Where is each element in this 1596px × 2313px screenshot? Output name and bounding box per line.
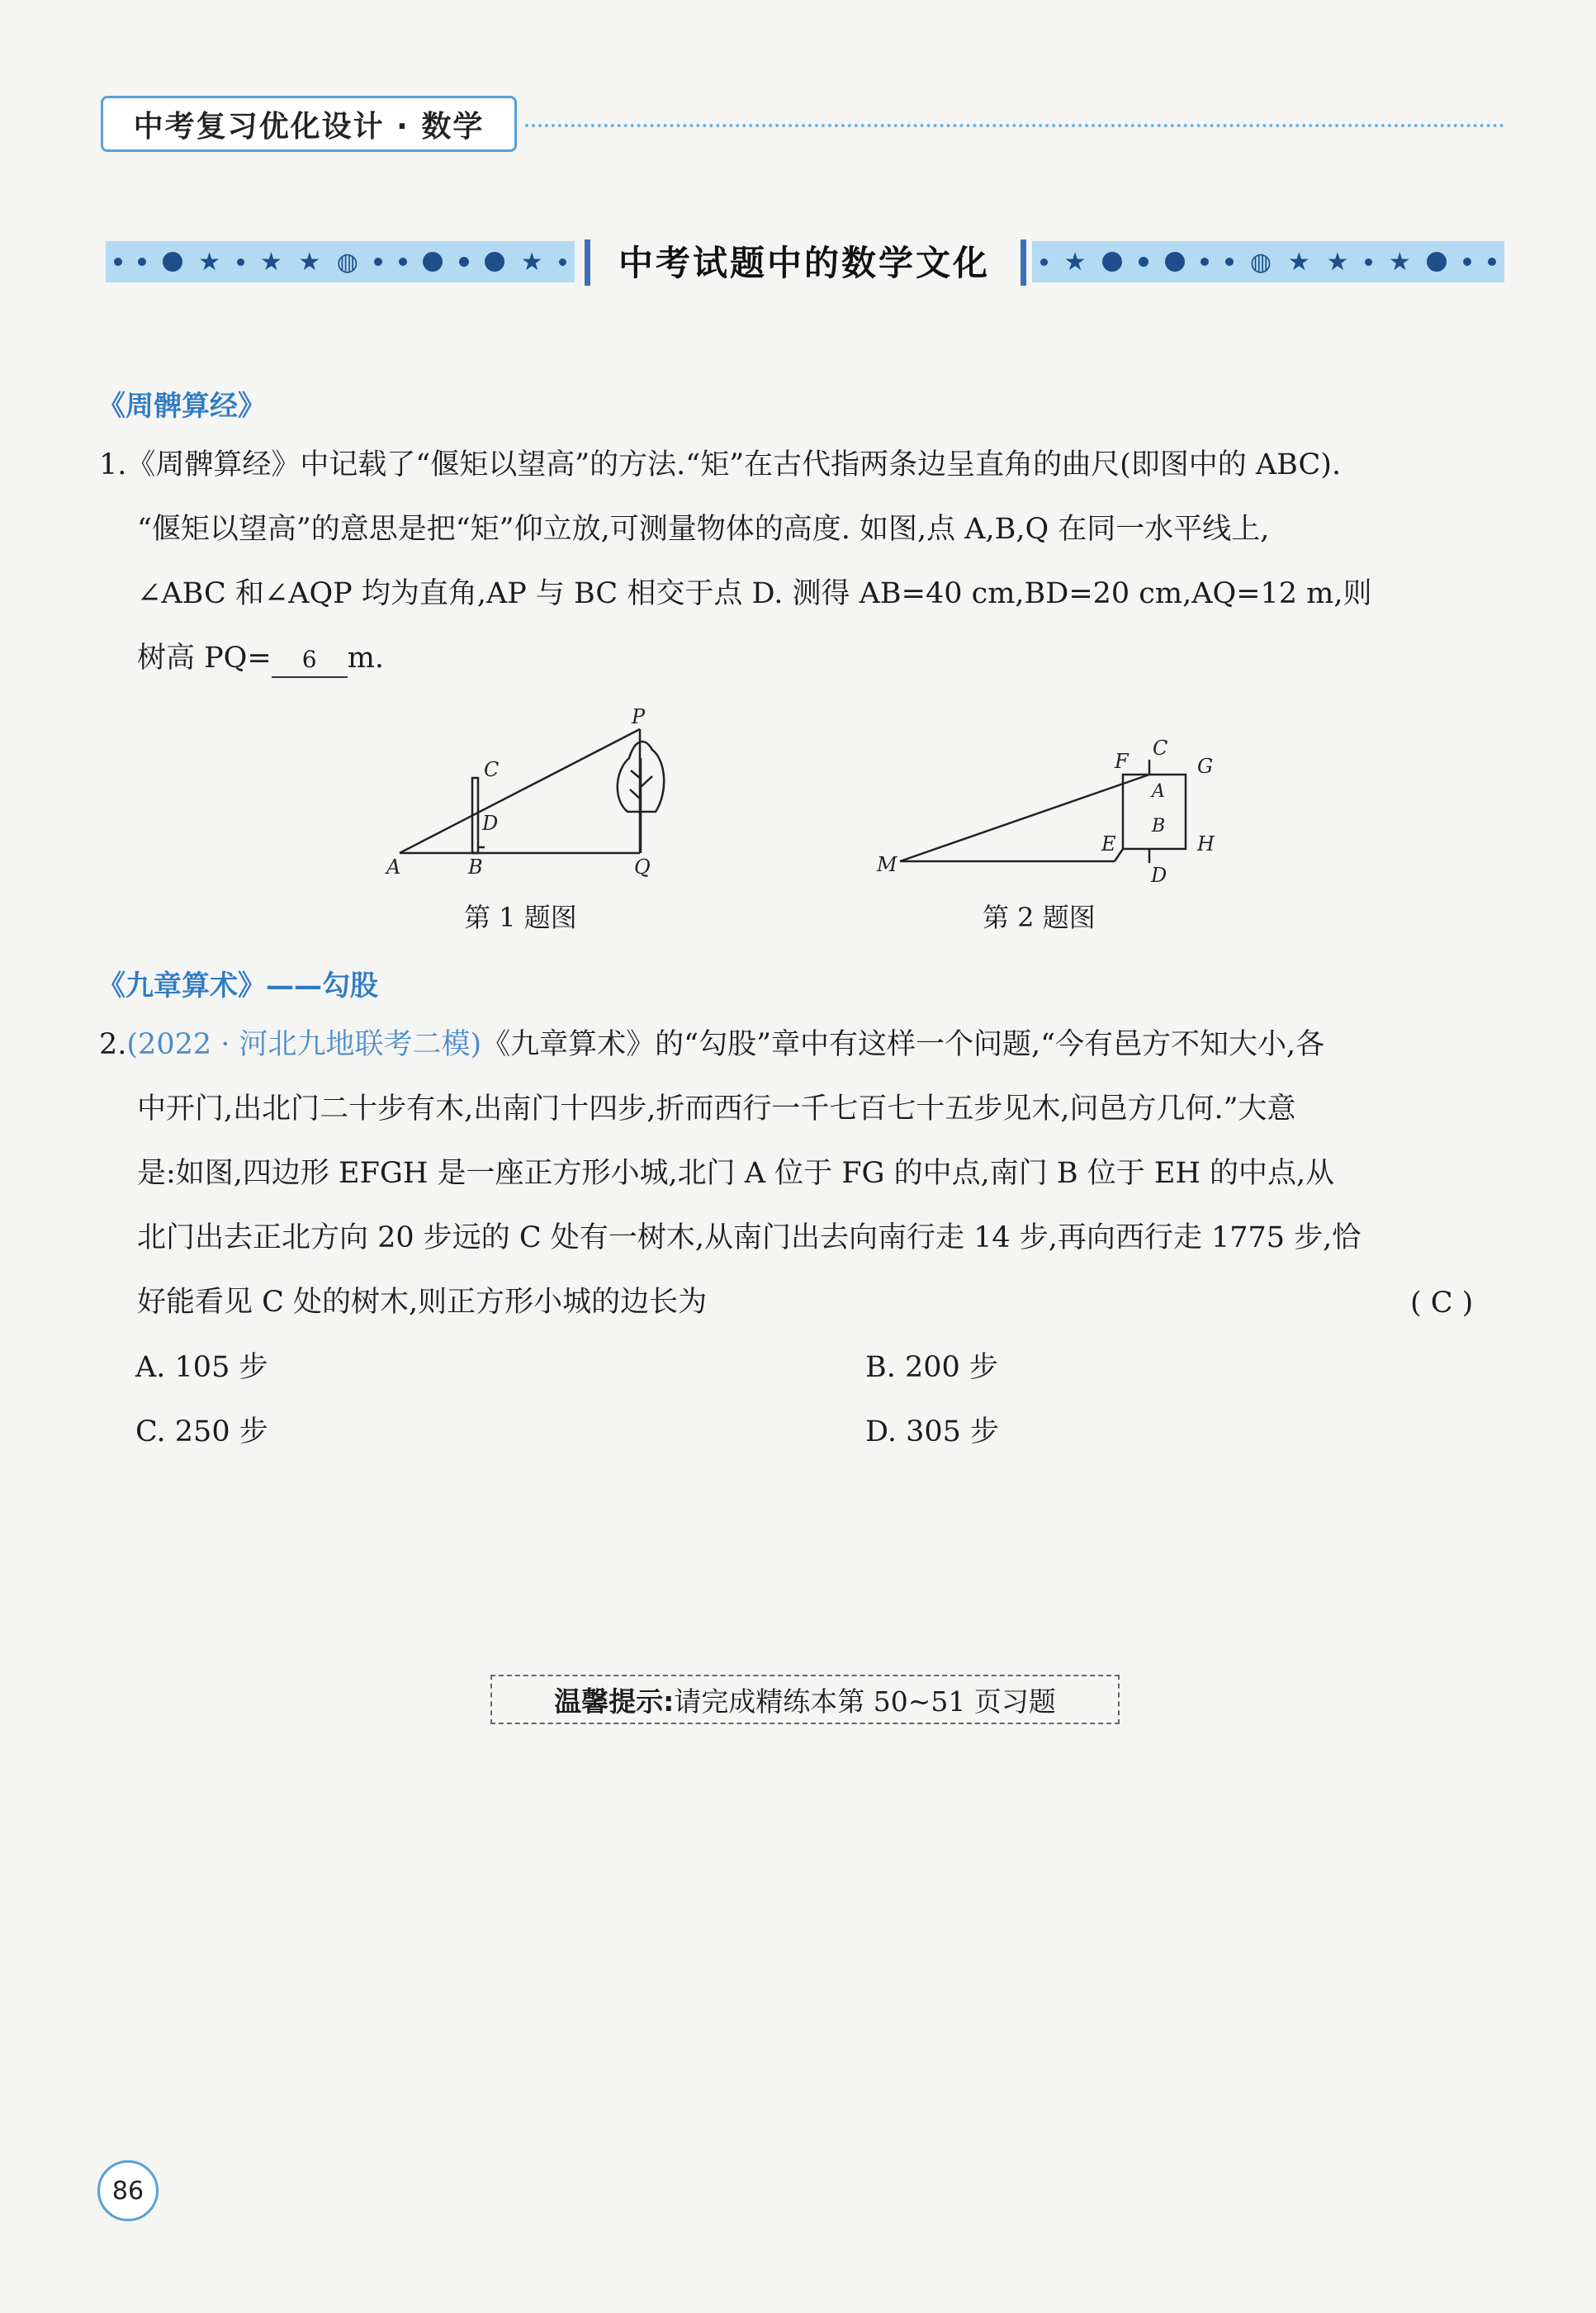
question-1-line4-prefix: 树高 PQ= [137, 642, 272, 675]
question-2-line: 北门出去正北方向 20 步远的 C 处有一树木,从南门出去向南行走 14 步,再向西行走 1775 步,恰 [137, 1221, 1362, 1254]
option-a: A. 105 步 [135, 1351, 268, 1384]
figure-1-caption: 第 1 题图 [464, 902, 577, 933]
fig2-label-f: F [1115, 750, 1129, 773]
question-2-line: 中开门,出北门二十步有木,出南门十四步,折而西行一千七百七十五步见木,问邑方几何.”大意 [137, 1093, 1296, 1126]
fig2-label-a: A [1152, 781, 1165, 802]
question-2-source: (2022 · 河北九地联考二模) [126, 1028, 482, 1061]
globe-icon: ◍ [336, 247, 358, 277]
figure-2-caption: 第 2 题图 [983, 902, 1096, 933]
fig1-label-a: A [386, 856, 401, 879]
question-1-answer: 6 [272, 643, 348, 678]
section-banner-title: 中考试题中的数学文化 [618, 243, 990, 283]
header-dotted-rule [525, 124, 1504, 127]
globe-icon: ◍ [1249, 247, 1272, 277]
fig1-label-d: D [482, 812, 499, 835]
reminder-box [490, 1675, 1120, 1724]
question-2-answer: ( C ) [1410, 1287, 1474, 1320]
fig2-label-e: E [1101, 832, 1116, 856]
question-1-line: “偃矩以望高”的意思是把“矩”仰立放,可测量物体的高度. 如图,点 A,B,Q 在同一水平线上, [137, 513, 1270, 546]
banner-bar-right [1021, 239, 1026, 286]
option-c: C. 250 步 [135, 1415, 268, 1448]
question-2-line: 好能看见 C 处的树木,则正方形小城的边长为 [137, 1286, 708, 1319]
fig1-label-p: P [632, 705, 646, 728]
fig2-label-c: C [1153, 737, 1168, 760]
question-1-line: ∠ABC 和∠AQP 均为直角,AP 与 BC 相交于点 D. 测得 AB=40 cm,BD=20 cm,AQ=12 m,则 [137, 577, 1372, 610]
fig1-line-ap [400, 729, 640, 853]
fig2-label-m: M [877, 853, 897, 876]
page-number: 86 [97, 2160, 159, 2221]
section-heading: 《周髀算经》 [97, 390, 266, 423]
fig1-label-b: B [468, 856, 483, 879]
question-2-line [99, 1012, 1324, 1077]
banner-decor-right: ★ ◍ ★ ★ ★ [1032, 241, 1504, 282]
fig1-label-c: C [484, 758, 500, 781]
fig2-label-d: D [1151, 864, 1167, 887]
question-2-line: 是:如图,四边形 EFGH 是一座正方形小城,北门 A 位于 FG 的中点,南门 B 位于 EH 的中点,从 [137, 1157, 1335, 1190]
reminder-text: 请完成精练本第 50~51 页习题 [674, 1685, 1056, 1718]
fig2-label-b: B [1152, 816, 1166, 837]
book-title-tag: 中考复习优化设计 · 数学 [101, 96, 517, 152]
option-d: D. 305 步 [865, 1415, 999, 1448]
question-2-number: 2. [99, 1028, 127, 1061]
fig2-label-h: H [1197, 832, 1215, 856]
banner-bar-left [585, 239, 590, 286]
question-1-line [99, 626, 384, 690]
reminder-label: 温馨提示: [554, 1685, 675, 1718]
fig1-label-q: Q [634, 856, 651, 879]
question-1-line4-suffix: m. [347, 642, 385, 675]
section-heading: 《九章算术》——勾股 [97, 969, 378, 1002]
question-1-line: 1.《周髀算经》中记载了“偃矩以望高”的方法.“矩”在古代指两条边呈直角的曲尺(即图中的 ABC). [99, 448, 1342, 481]
fig2-label-g: G [1197, 755, 1214, 778]
banner-decor-left: ★ ★ ★ ◍ ★ [106, 241, 575, 282]
option-b: B. 200 步 [865, 1351, 998, 1384]
figure-2-diagram [867, 727, 1238, 892]
fig1-ruler-vertical [472, 778, 478, 853]
question-2-line1-rest: 《九章算术》的“勾股”章中有这样一个问题,“今有邑方不知大小,各 [481, 1028, 1325, 1061]
figure-1-diagram [380, 700, 694, 890]
